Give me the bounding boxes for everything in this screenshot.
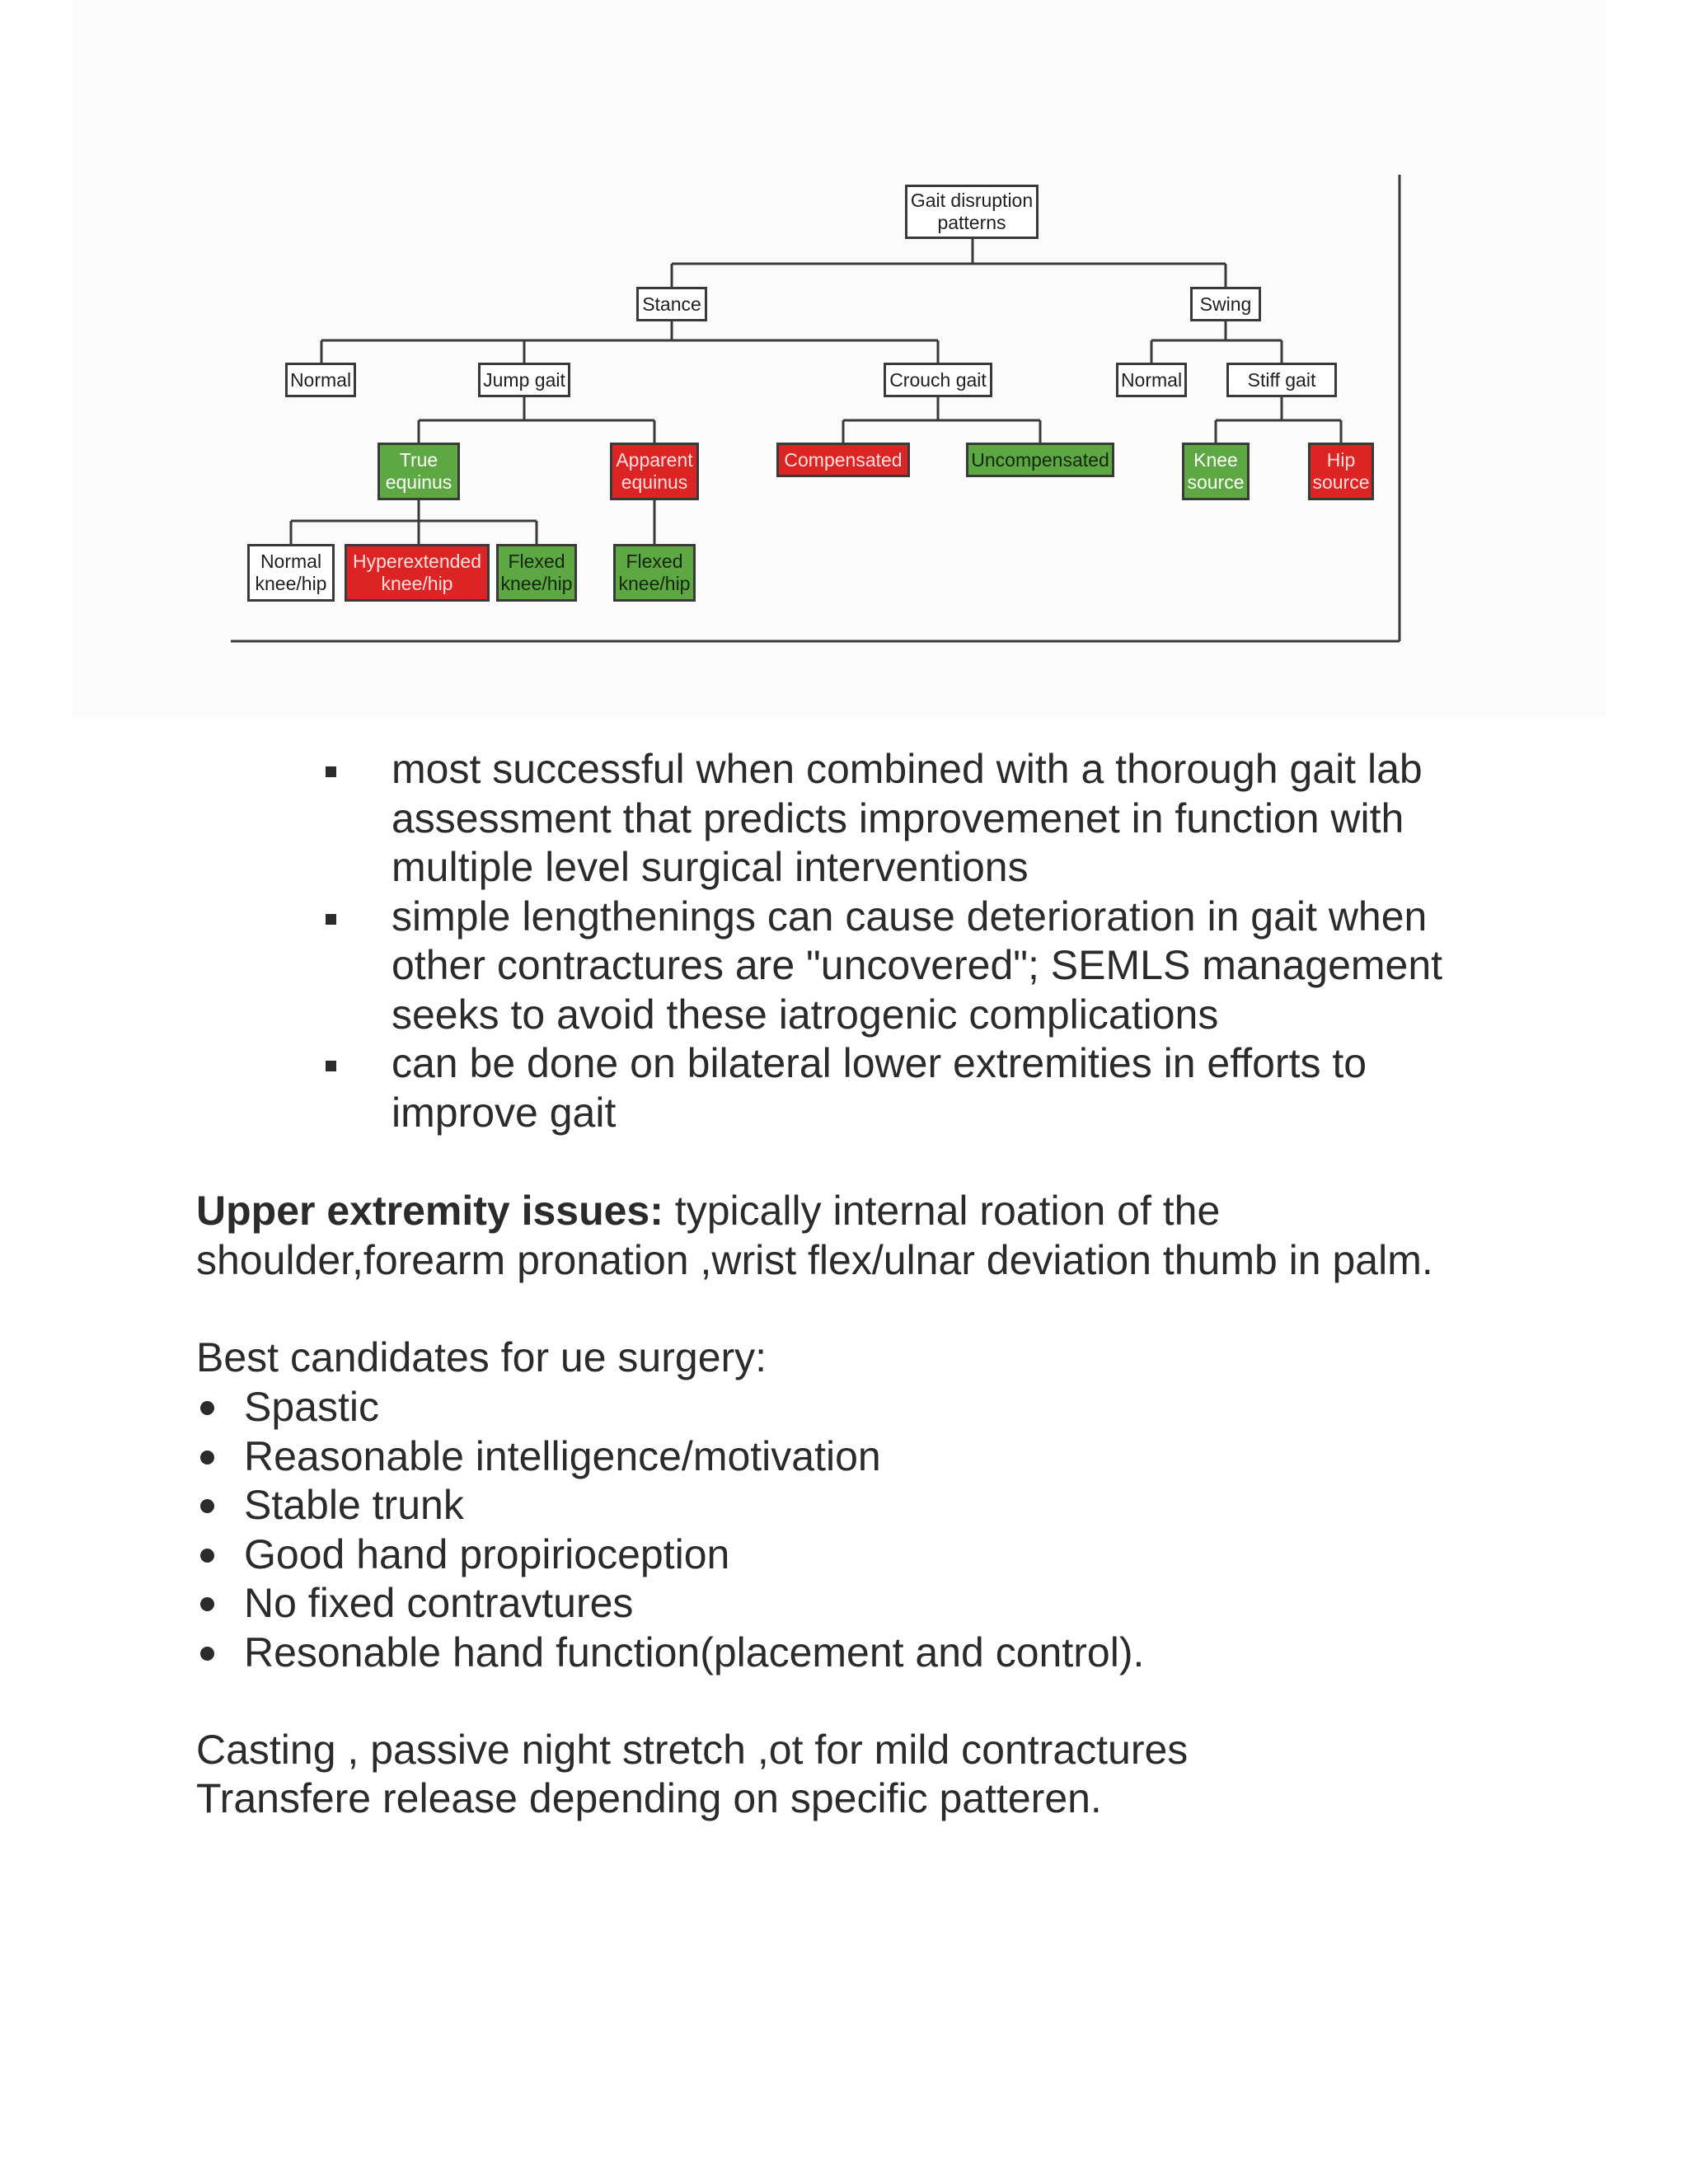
upper-extremity-text: typically internal roation of the shoulder,forearm pronation ,wrist flex/ulnar deviation thumb in palm. — [196, 1188, 1433, 1283]
list-item-text: No fixed contravtures — [244, 1580, 634, 1626]
node-label: Uncompensated — [971, 448, 1109, 471]
square-bullet-icon — [326, 1061, 336, 1071]
node-label: Apparent equinus — [616, 449, 693, 493]
node-label: Swing — [1199, 293, 1252, 315]
candidates-list — [196, 1383, 1144, 1677]
list-item — [196, 1579, 1144, 1629]
bullet-icon — [200, 1647, 214, 1661]
node-label: Knee source — [1187, 449, 1245, 493]
node-label: Crouch gait — [889, 368, 987, 391]
closing-line: Transfere release depending on specific patteren. — [196, 1775, 1102, 1821]
list-item — [196, 1481, 1144, 1530]
bullet-icon — [200, 1401, 214, 1415]
list-item-text: can be done on bilateral lower extremities in efforts to improve gait — [392, 1040, 1367, 1136]
list-item — [196, 1432, 1144, 1482]
node-label: Flexed knee/hip — [500, 551, 573, 594]
upper-extremity-paragraph — [196, 1187, 1498, 1285]
square-bullet-icon — [326, 914, 336, 925]
square-bullet-list — [326, 745, 1479, 1137]
candidates-heading: Best candidates for ue surgery: — [196, 1334, 767, 1380]
node-label: Compensated — [784, 448, 903, 471]
node-label: Normal knee/hip — [255, 551, 327, 594]
list-item — [196, 1530, 1144, 1580]
list-item-text: Resonable hand function(placement and control). — [244, 1629, 1145, 1675]
node-label: Stiff gait — [1247, 368, 1316, 391]
closing-line: Casting , passive night stretch ,ot for mild contractures — [196, 1727, 1189, 1773]
list-item-text: Spastic — [244, 1384, 379, 1430]
bullet-icon — [200, 1549, 214, 1563]
list-item — [196, 1383, 1144, 1432]
node-label: Normal — [289, 368, 352, 391]
node-label: Stance — [642, 293, 701, 315]
list-item-text: most successful when combined with a thorough gait lab assessment that predicts improvemenet in function with multiple level surgical interventions — [392, 746, 1423, 890]
list-item-text: simple lengthenings can cause deterioration in gait when other contractures are "uncovered"; SEMLS management seeks to avoid these iatrogenic complications — [392, 893, 1443, 1038]
node-label: Gait disruption patterns — [910, 190, 1034, 233]
node-label: Jump gait — [483, 368, 565, 391]
node-label: Hyperextended knee/hip — [353, 551, 481, 594]
list-item-text: Stable trunk — [244, 1482, 464, 1528]
node-label: True equinus — [385, 449, 452, 493]
node-label: Normal — [1120, 368, 1183, 391]
bullet-icon — [200, 1499, 214, 1513]
square-bullet-icon — [326, 766, 336, 777]
list-item — [326, 745, 1479, 893]
node-label: Hip source — [1312, 449, 1370, 493]
list-item — [196, 1629, 1144, 1678]
list-item-text: Reasonable intelligence/motivation — [244, 1432, 881, 1479]
bullet-icon — [200, 1451, 214, 1465]
node-label: Flexed knee/hip — [618, 551, 691, 594]
upper-extremity-heading: Upper extremity issues: — [196, 1188, 663, 1234]
list-item — [326, 1039, 1479, 1137]
list-item-text: Good hand propirioception — [244, 1530, 730, 1577]
list-item — [326, 893, 1479, 1040]
bullet-icon — [200, 1597, 214, 1611]
